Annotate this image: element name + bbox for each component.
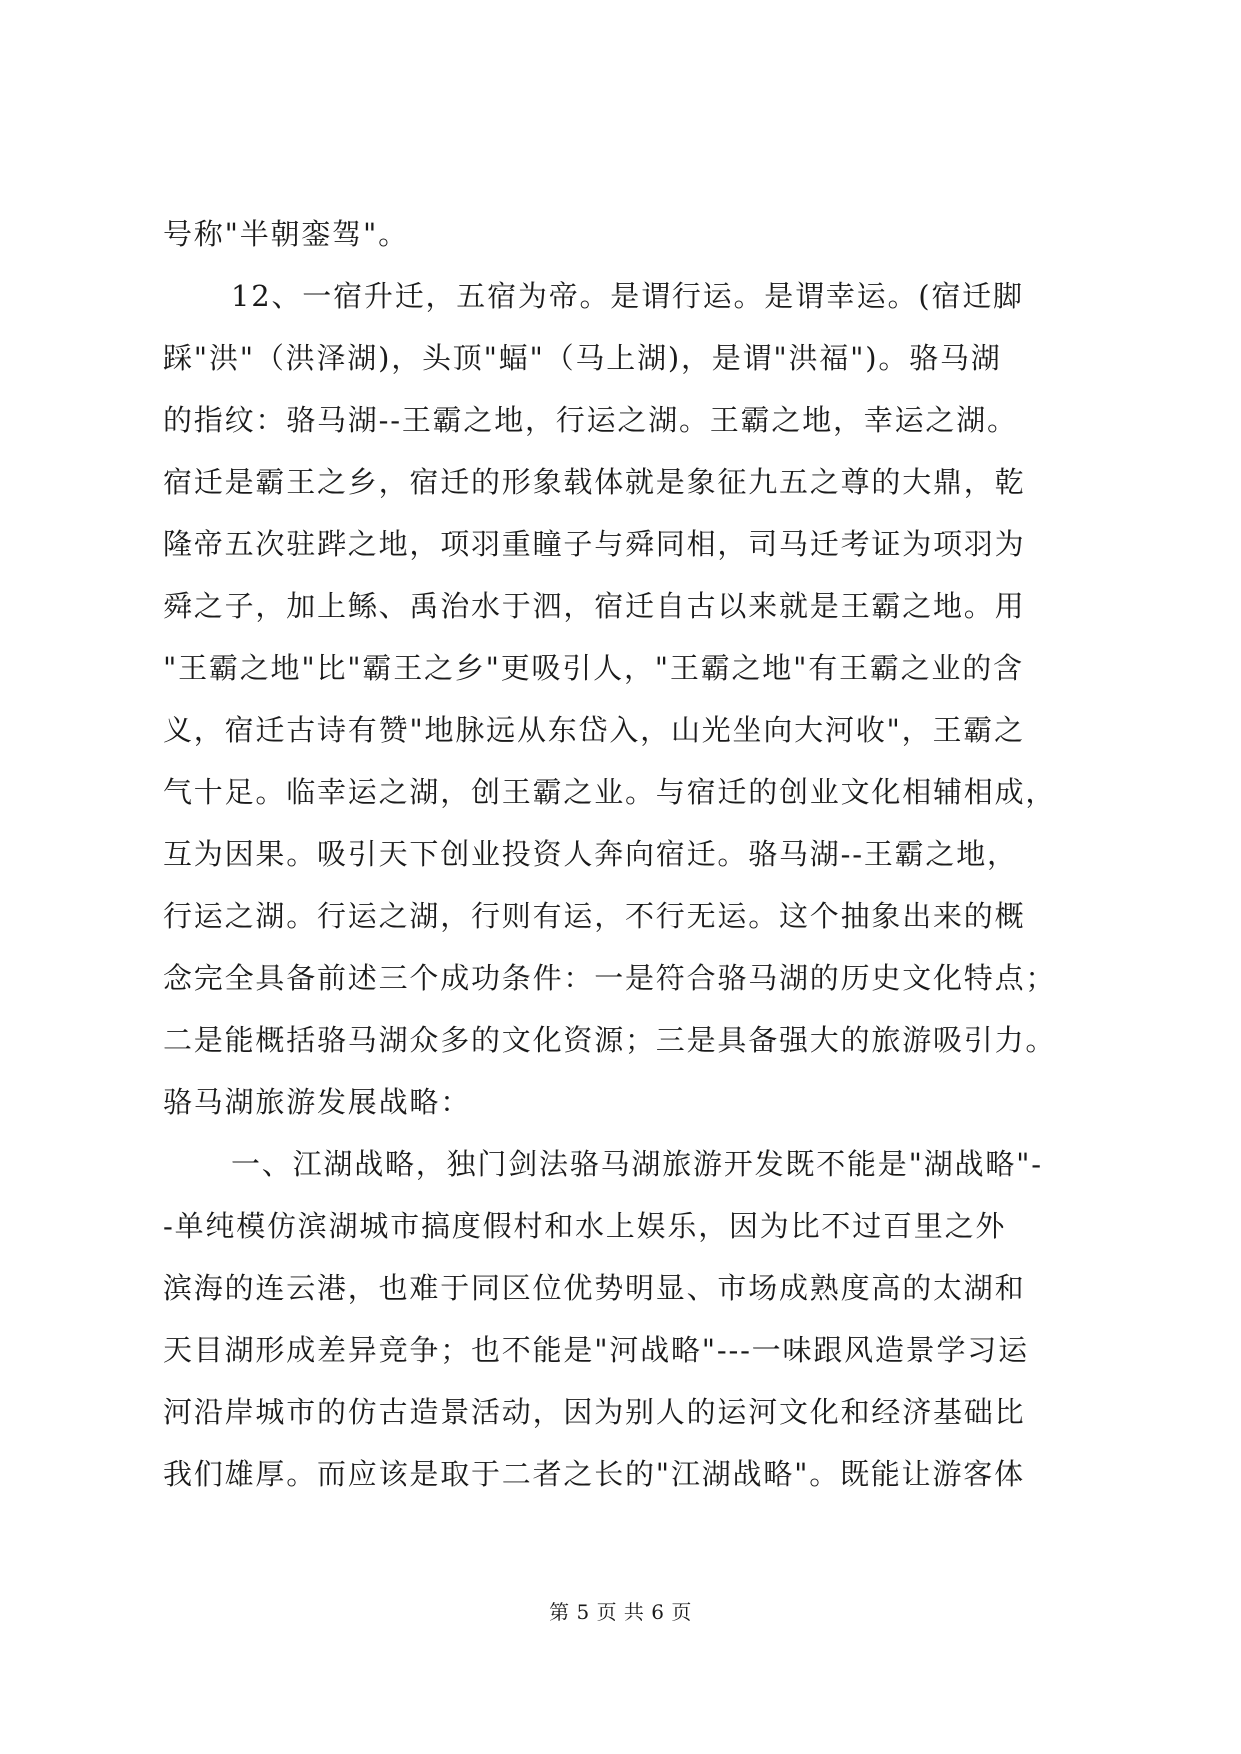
- text-line: 二是能概括骆马湖众多的文化资源；三是具备强大的旅游吸引力。: [163, 1023, 1057, 1057]
- text-line: 一、江湖战略，独门剑法骆马湖旅游开发既不能是"湖战略"-: [231, 1147, 1043, 1181]
- text-line: 天目湖形成差异竞争；也不能是"河战略"---一味跟风造景学习运: [163, 1333, 1029, 1367]
- text-line: 念完全具备前述三个成功条件：一是符合骆马湖的历史文化特点；: [163, 961, 1057, 995]
- text-line: 滨海的连云港，也难于同区位优势明显、市场成熟度高的太湖和: [163, 1271, 1026, 1305]
- text-line: 隆帝五次驻跸之地，项羽重瞳子与舜同相，司马迁考证为项羽为: [163, 527, 1026, 561]
- text-line: 我们雄厚。而应该是取于二者之长的"江湖战略"。既能让游客体: [163, 1457, 1025, 1491]
- text-line: 踩"洪"（洪泽湖)，头顶"蝠"（马上湖)，是谓"洪福")。骆马湖: [163, 341, 1002, 375]
- text-line: -单纯模仿滨湖城市搞度假村和水上娱乐，因为比不过百里之外: [163, 1209, 1007, 1243]
- text-line: 号称"半朝銮驾"。: [163, 217, 409, 251]
- body-text: [163, 203, 1083, 1505]
- text-line: 行运之湖。行运之湖，行则有运，不行无运。这个抽象出来的概: [163, 899, 1026, 933]
- text-line: 的指纹：骆马湖--王霸之地，行运之湖。王霸之地，幸运之湖。: [163, 403, 1018, 437]
- text-line: 互为因果。吸引天下创业投资人奔向宿迁。骆马湖--王霸之地，: [163, 837, 1018, 871]
- text-line: 宿迁是霸王之乡，宿迁的形象载体就是象征九五之尊的大鼎，乾: [163, 465, 1026, 499]
- text-line: 河沿岸城市的仿古造景活动，因为别人的运河文化和经济基础比: [163, 1395, 1026, 1429]
- page-footer: 第 5 页 共 6 页: [549, 1600, 692, 1624]
- text-line: 气十足。临幸运之湖，创王霸之业。与宿迁的创业文化相辅相成，: [163, 775, 1057, 809]
- text-line: 12、一宿升迁，五宿为帝。是谓行运。是谓幸运。(宿迁脚: [231, 279, 1024, 313]
- text-line: 义，宿迁古诗有赞"地脉远从东岱入，山光坐向大河收"，王霸之: [163, 713, 1025, 747]
- text-line: "王霸之地"比"霸王之乡"更吸引人，"王霸之地"有王霸之业的含: [163, 651, 1024, 685]
- text-line: 舜之子，加上鲧、禹治水于泗，宿迁自古以来就是王霸之地。用: [163, 589, 1026, 623]
- text-line: 骆马湖旅游发展战略：: [163, 1085, 472, 1119]
